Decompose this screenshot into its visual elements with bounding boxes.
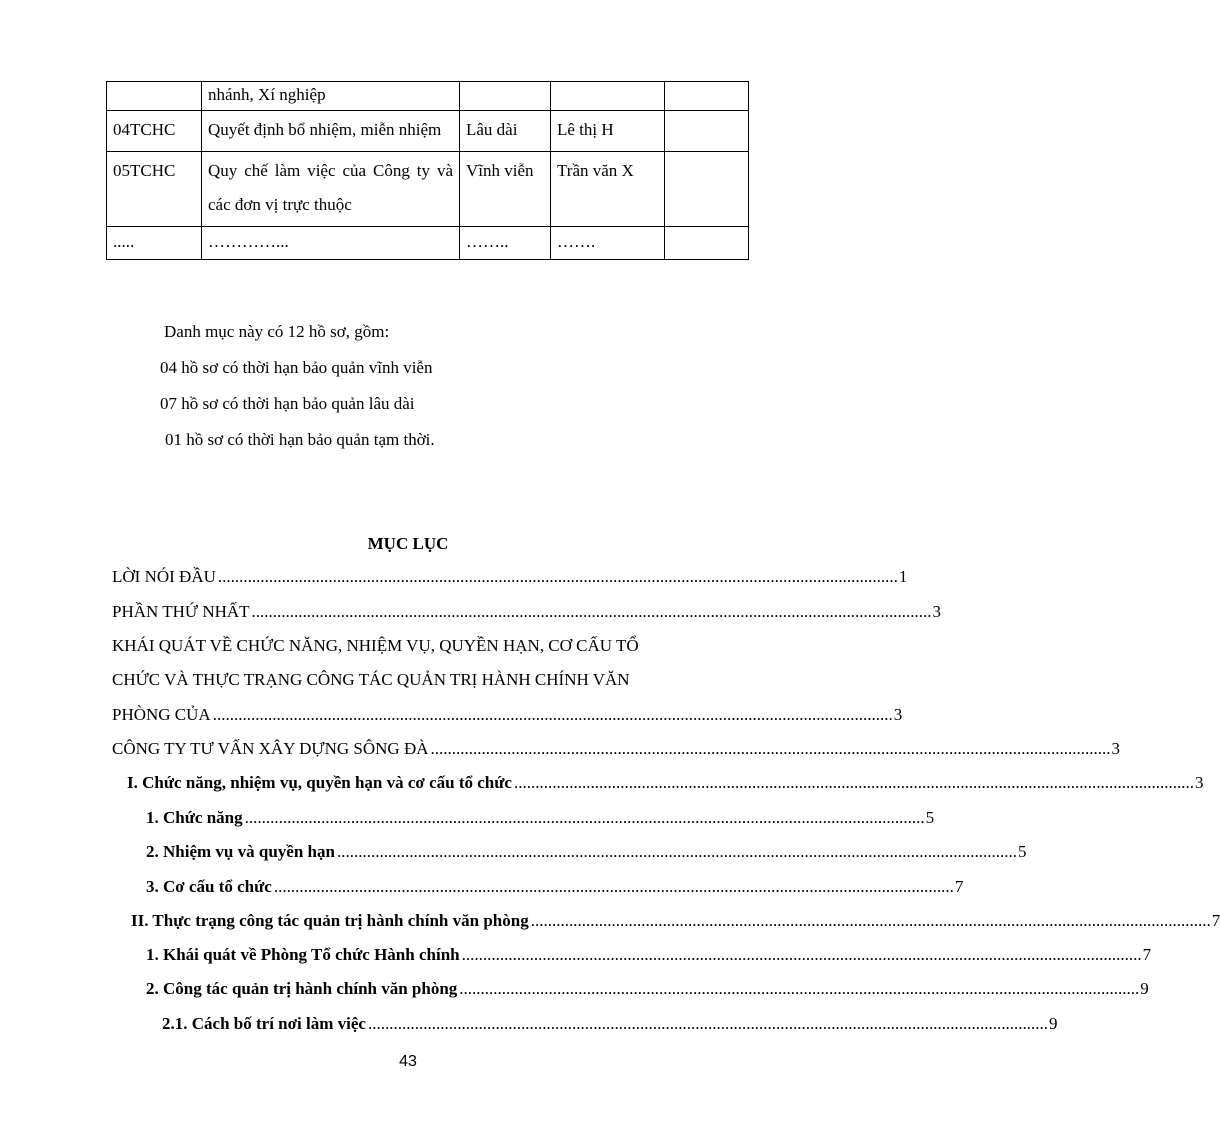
toc-entry[interactable] [112, 602, 942, 622]
toc-page-number: 3 [1194, 773, 1204, 792]
toc-entry-label: CÔNG TY TƯ VẤN XÂY DỰNG SÔNG ĐÀ [112, 739, 429, 758]
record-code: ..... [107, 227, 202, 260]
toc-leader-dots: ................................................................................................................................................................ [513, 773, 1194, 792]
toc-entry-label: 1. Khái quát về Phòng Tổ chức Hành chính [146, 945, 460, 964]
toc-entry[interactable] [146, 945, 1152, 965]
toc-entry-label: CHỨC VÀ THỰC TRẠNG CÔNG TÁC QUẢN TRỊ HÀNH CHÍNH VĂN [112, 670, 630, 689]
record-term: …….. [460, 227, 551, 260]
toc-leader-dots: ................................................................................................................................................................ [251, 602, 932, 621]
toc-entry[interactable] [162, 1014, 1058, 1034]
toc-entry-label: 2. Nhiệm vụ và quyền hạn [146, 842, 335, 861]
toc-entry-label: II. Thực trạng công tác quản trị hành chính văn phòng [131, 911, 529, 930]
toc-entry-label: KHÁI QUÁT VỀ CHỨC NĂNG, NHIỆM VỤ, QUYỀN HẠN, CƠ CẤU TỔ [112, 636, 639, 655]
record-person: ……. [551, 227, 665, 260]
record-title: Quyết định bổ nhiệm, miễn nhiệm [202, 111, 460, 152]
record-term: Vĩnh viễn [460, 152, 551, 227]
toc-entry-label: LỜI NÓI ĐẦU [112, 567, 216, 586]
toc-entry[interactable] [112, 705, 903, 725]
toc-leader-dots: ................................................................................................................................................................ [461, 945, 1142, 964]
toc-leader-dots: ................................................................................................................................................................ [459, 979, 1140, 998]
toc-leader-dots: ................................................................................................................................................................ [367, 1014, 1048, 1033]
toc-page-number: 1 [898, 567, 908, 586]
toc-page-number: 3 [1111, 739, 1120, 758]
toc-title: MỤC LỤC [367, 534, 449, 553]
toc-entry-label: 1. Chức năng [146, 808, 243, 827]
record-title: Quy chế làm việc của Công ty và các đơn vị trực thuộc [202, 152, 460, 227]
toc-leader-dots: ................................................................................................................................................................ [336, 842, 1017, 861]
toc-page-number: 9 [1140, 979, 1149, 998]
record-note [665, 82, 749, 111]
toc-entry-label: 2.1. Cách bố trí nơi làm việc [162, 1014, 366, 1033]
record-term [460, 82, 551, 111]
record-person: Lê thị H [551, 111, 665, 152]
records-table [106, 81, 749, 260]
table-row [107, 152, 749, 227]
summary-line: 01 hồ sơ có thời hạn bảo quản tạm thời. [165, 430, 435, 449]
record-code: 05TCHC [107, 152, 202, 227]
toc-entry-label: PHẦN THỨ NHẤT [112, 602, 250, 621]
toc-entry[interactable] [112, 739, 1120, 759]
summary-line: 07 hồ sơ có thời hạn bảo quản lâu dài [160, 394, 415, 413]
record-code: 04TCHC [107, 111, 202, 152]
toc-leader-dots: ................................................................................................................................................................ [530, 911, 1211, 930]
record-note [665, 227, 749, 260]
record-note [665, 111, 749, 152]
toc-page-number: 5 [1017, 842, 1027, 861]
toc-entry[interactable] [146, 979, 1149, 999]
toc-entry[interactable] [146, 808, 935, 828]
toc-entry[interactable] [146, 877, 964, 897]
toc-entry[interactable] [131, 911, 1220, 931]
table-row [107, 111, 749, 152]
record-note [665, 152, 749, 227]
toc-page-number: 9 [1048, 1014, 1058, 1033]
toc-page-number: 3 [932, 602, 942, 621]
toc-page-number: 7 [1211, 911, 1220, 930]
toc-leader-dots: ................................................................................................................................................................ [212, 705, 893, 724]
toc-entry-label: 3. Cơ cấu tổ chức [146, 877, 272, 896]
record-code [107, 82, 202, 111]
record-title: …………... [202, 227, 460, 260]
toc-leader-dots: ................................................................................................................................................................ [430, 739, 1111, 758]
toc-leader-dots: ................................................................................................................................................................ [273, 877, 954, 896]
toc-entry-label: 2. Công tác quản trị hành chính văn phòng [146, 979, 458, 998]
toc-page-number: 5 [925, 808, 935, 827]
record-term: Lâu dài [460, 111, 551, 152]
summary-line: 04 hồ sơ có thời hạn bảo quản vĩnh viễn [160, 358, 433, 377]
summary-intro: Danh mục này có 12 hồ sơ, gồm: [164, 322, 390, 341]
toc-page-number: 7 [1142, 945, 1152, 964]
record-person: Trần văn X [551, 152, 665, 227]
toc-entry[interactable] [127, 773, 1204, 793]
table-row [107, 227, 749, 260]
record-person [551, 82, 665, 111]
page-number: 43 [399, 1053, 417, 1070]
toc-leader-dots: ................................................................................................................................................................ [217, 567, 898, 586]
toc-entry[interactable] [112, 567, 908, 587]
toc-leader-dots: ................................................................................................................................................................ [244, 808, 925, 827]
toc-page-number: 7 [954, 877, 964, 896]
toc-page-number: 3 [893, 705, 903, 724]
record-title: nhánh, Xí nghiệp [202, 82, 460, 111]
toc-entry[interactable] [146, 842, 1027, 862]
table-row [107, 82, 749, 111]
toc-entry-label: PHÒNG CỦA [112, 705, 211, 724]
toc-entry-label: I. Chức năng, nhiệm vụ, quyền hạn và cơ cấu tổ chức [127, 773, 512, 792]
